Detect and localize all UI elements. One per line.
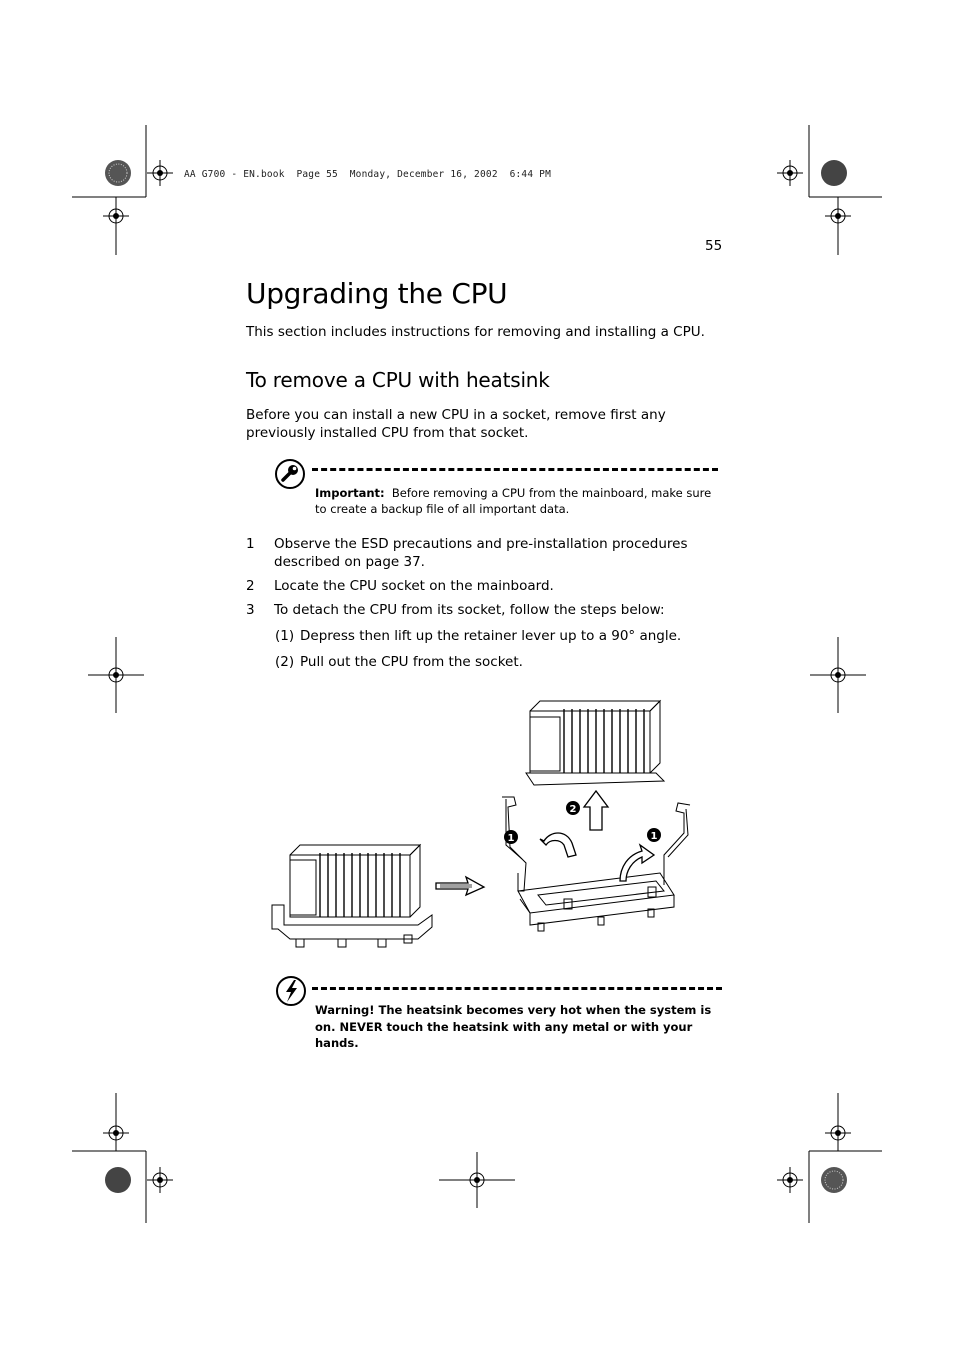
step-text: Locate the CPU socket on the mainboard. — [274, 578, 554, 594]
step-number: 2 — [246, 578, 255, 594]
substep-number: (2) — [275, 654, 295, 670]
important-label: Important: — [315, 486, 385, 500]
lightning-icon — [275, 975, 307, 1007]
lifted-heatsink — [526, 701, 664, 785]
wrench-icon — [274, 458, 306, 490]
warning-divider — [312, 987, 722, 990]
print-slug: AA G700 - EN.book Page 55 Monday, December 16, 2002 6:44 PM — [184, 169, 552, 180]
substep-text: Pull out the CPU from the socket. — [300, 654, 523, 670]
list-item — [246, 535, 716, 571]
step-number: 3 — [246, 602, 255, 618]
subsection-title: To remove a CPU with heatsink — [246, 368, 550, 392]
callout-1b — [647, 828, 661, 842]
note-divider — [312, 468, 718, 471]
cpu-removal-illustration — [268, 695, 708, 955]
substep-number: (1) — [275, 628, 295, 644]
list-item — [246, 601, 716, 619]
sub-list-item — [275, 653, 715, 671]
callout-label: 2 — [569, 804, 577, 815]
subsection-paragraph: Before you can install a new CPU in a socket, remove first any previously installed CPU from that socket. — [246, 407, 666, 441]
sub-list-item — [275, 627, 715, 645]
assembled-heatsink — [272, 845, 432, 947]
step-text: To detach the CPU from its socket, follow the steps below: — [274, 602, 665, 618]
warning-text: Warning! The heatsink becomes very hot when the system is on. NEVER touch the heatsink with any metal or with your hands. — [315, 1003, 712, 1050]
section-intro: This section includes instructions for removing and installing a CPU. — [246, 324, 705, 340]
arrow-up-icon — [584, 791, 608, 830]
section-title: Upgrading the CPU — [246, 277, 508, 310]
step-text: Observe the ESD precautions and pre-installation procedures described on page 37. — [274, 536, 688, 570]
callout-1 — [504, 830, 518, 844]
callout-2 — [566, 801, 580, 815]
curved-arrow-icon — [540, 833, 576, 857]
step-number: 1 — [246, 536, 255, 552]
page-number: 55 — [705, 238, 723, 254]
callout-label: 1 — [650, 831, 658, 842]
list-item — [246, 577, 716, 595]
important-text: Before removing a CPU from the mainboard, make sure to create a backup file of all important data. — [315, 486, 712, 516]
arrow-right-icon — [436, 877, 484, 895]
callout-label: 1 — [507, 833, 515, 844]
important-note — [315, 485, 715, 517]
substep-text: Depress then lift up the retainer lever up to a 90° angle. — [300, 628, 682, 644]
